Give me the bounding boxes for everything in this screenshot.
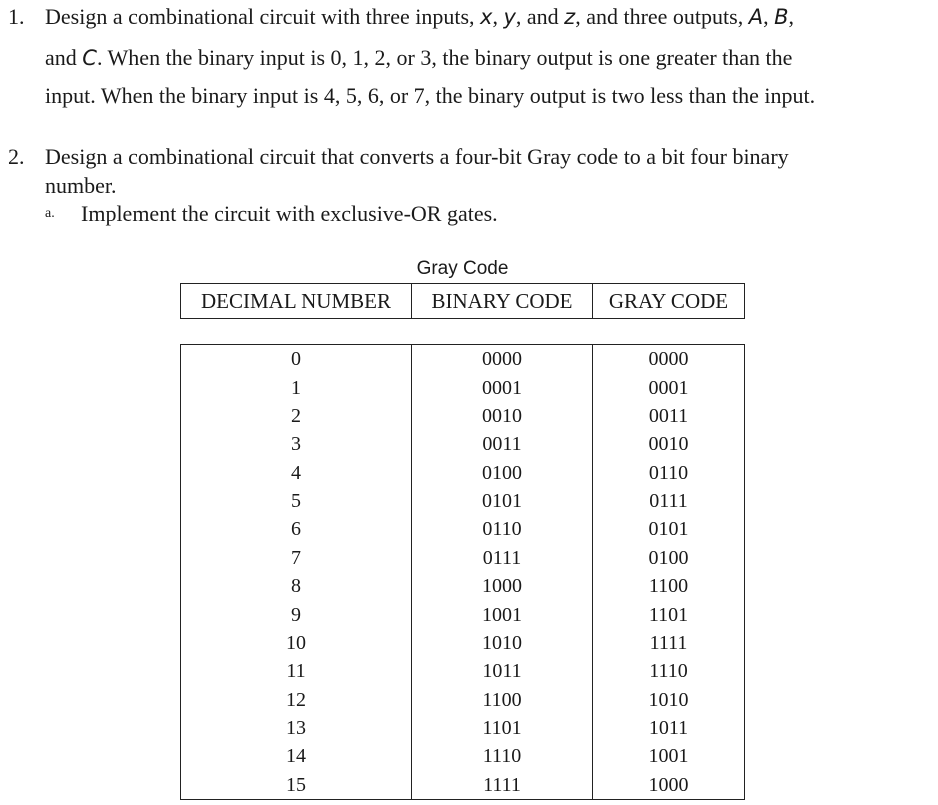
decimal-cell: 0 <box>181 345 412 373</box>
decimal-cell: 4 <box>181 459 412 487</box>
question-2-line-2: number. <box>45 173 117 198</box>
decimal-cell: 11 <box>181 657 412 685</box>
q1-line2-b: . When the binary input is 0, 1, 2, or 3, the binary output is one greater than the <box>96 45 793 70</box>
question-1-line-3: input. When the binary input is 4, 5, 6, or 7, the binary output is two less than the input. <box>45 83 816 108</box>
binary-cell: 0111 <box>412 544 593 572</box>
binary-cell: 0100 <box>412 459 593 487</box>
decimal-cell: 7 <box>181 544 412 572</box>
table-header-row <box>180 283 745 319</box>
var-x: x <box>480 5 493 29</box>
binary-cell: 1101 <box>412 714 593 742</box>
var-C: C <box>82 46 97 70</box>
var-A: A <box>748 5 764 29</box>
gray-cell: 1011 <box>648 717 689 740</box>
decimal-cell: 5 <box>181 487 412 515</box>
gray-cell: 1101 <box>648 603 689 626</box>
gray-cell: 0000 <box>648 348 689 371</box>
gray-cell: 0011 <box>648 404 689 427</box>
binary-cell: 1110 <box>412 742 593 770</box>
decimal-cell: 13 <box>181 714 412 742</box>
binary-cell: 1100 <box>412 686 593 714</box>
binary-cell: 1010 <box>412 629 593 657</box>
table-caption: Gray Code <box>416 258 509 279</box>
gray-cell: 1110 <box>649 660 688 683</box>
decimal-cell: 10 <box>181 629 412 657</box>
gray-cell: 0010 <box>648 433 689 456</box>
gray-cell: 0101 <box>648 518 689 541</box>
binary-cell: 0011 <box>412 430 593 458</box>
decimal-cell: 3 <box>181 430 412 458</box>
decimal-cell: 15 <box>181 771 412 799</box>
question-1-line-2 <box>45 45 792 71</box>
q1-and: and <box>526 4 559 29</box>
decimal-cell: 8 <box>181 572 412 600</box>
decimal-cell: 2 <box>181 402 412 430</box>
question-2a-text: Implement the circuit with exclusive-OR gates. <box>81 201 498 226</box>
binary-cell: 0010 <box>412 402 593 430</box>
gray-cell: 0100 <box>648 546 689 569</box>
q1-text-b: , and three outputs, <box>575 4 744 29</box>
gray-cell: 1010 <box>648 688 689 711</box>
header-decimal-number: DECIMAL NUMBER <box>181 284 412 318</box>
gray-cell: 1000 <box>648 773 689 796</box>
question-1-line-1: Design a combinational circuit with three inputs, x, y, and z, and three outputs, A, B, <box>45 4 795 29</box>
decimal-cell: 14 <box>181 742 412 770</box>
decimal-cell: 1 <box>181 373 412 401</box>
gray-cell: 1001 <box>648 745 689 768</box>
binary-cell: 1001 <box>412 600 593 628</box>
binary-cell: 0000 <box>412 345 593 373</box>
q1-line2-a: and <box>45 45 77 70</box>
gray-code-table <box>180 344 745 800</box>
header-gray-code: GRAY CODE <box>608 288 729 313</box>
decimal-cell: 9 <box>181 600 412 628</box>
question-2-number: 2. <box>8 144 25 169</box>
gray-cell: 1111 <box>649 631 688 654</box>
question-2a-marker: a. <box>45 206 55 221</box>
binary-cell: 1000 <box>412 572 593 600</box>
gray-cell: 1100 <box>648 575 689 598</box>
binary-cell: 0001 <box>412 373 593 401</box>
decimal-cell: 6 <box>181 515 412 543</box>
binary-cell: 1111 <box>412 771 593 799</box>
question-2-line-1: Design a combinational circuit that converts a four-bit Gray code to a bit four binary <box>45 144 789 169</box>
header-binary-code: BINARY CODE <box>412 284 593 318</box>
gray-cell: 0001 <box>648 376 689 399</box>
binary-cell: 1011 <box>412 657 593 685</box>
question-1-number: 1. <box>8 4 25 29</box>
binary-cell: 0110 <box>412 515 593 543</box>
binary-cell: 0101 <box>412 487 593 515</box>
q1-text-a: Design a combinational circuit with three inputs, <box>45 4 475 29</box>
var-B: B <box>774 5 789 29</box>
var-z: z <box>564 5 576 29</box>
var-y: y <box>503 5 516 29</box>
gray-cell: 0111 <box>649 490 688 513</box>
gray-cell: 0110 <box>648 461 689 484</box>
decimal-cell: 12 <box>181 686 412 714</box>
